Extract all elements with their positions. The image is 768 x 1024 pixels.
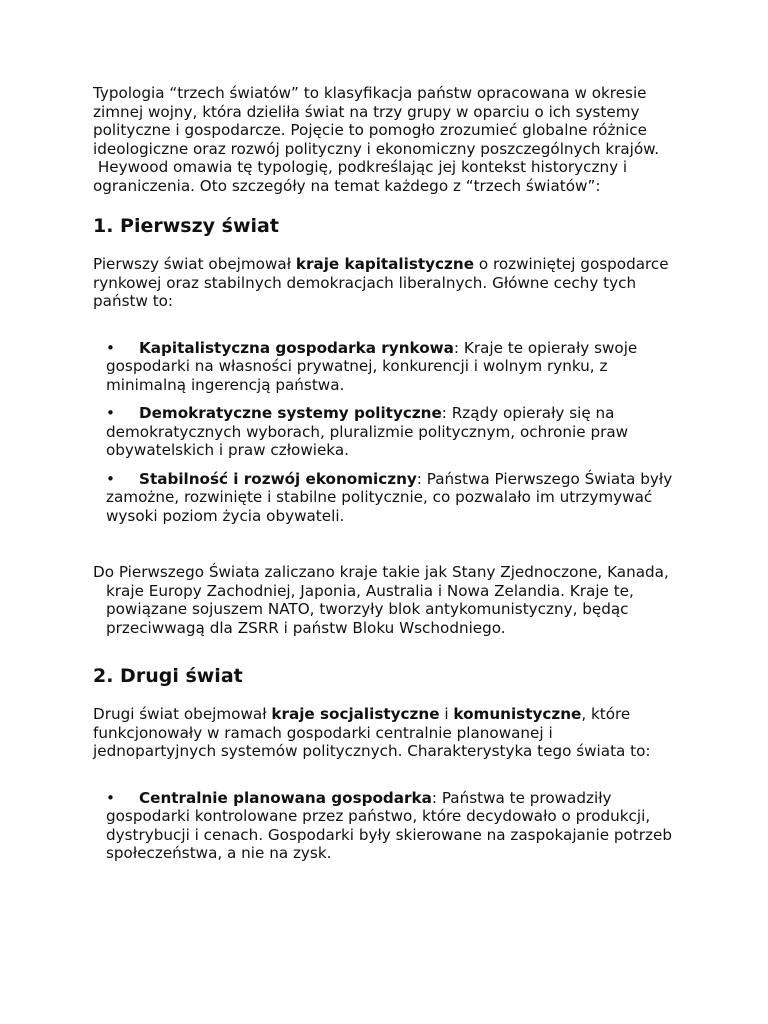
second-world-features-list [93, 789, 678, 863]
section-lead-first-world [93, 255, 678, 311]
section-lead-second-world [93, 705, 678, 761]
bullet-icon: • [106, 788, 115, 807]
item-text: : Państwa Pierwszego Świata były zamożne, rozwinięte i stabilne politycznie, co pozwalało im utrzymywać wysoki poziom życia obywateli. [106, 469, 673, 525]
lead-emphasis-communist: komunistyczne [453, 705, 582, 723]
item-title: Centralnie planowana gospodarka [139, 788, 432, 807]
lead-text-end: , które funkcjonowały w ramach gospodarki centralnie planowanej i jednopartyjnych systemów politycznych. Charakterystyka tego świata to: [93, 705, 651, 760]
first-world-features-list [93, 339, 678, 526]
item-title: Stabilność i rozwój ekonomiczny [139, 469, 417, 488]
item-title: Demokratyczne systemy polityczne [139, 404, 442, 422]
section-heading-first-world: 1. Pierwszy świat [93, 215, 279, 237]
bullet-icon: • [106, 469, 115, 488]
lead-text-mid: i [439, 705, 454, 723]
item-text: : Kraje te opierały swoje gospodarki na własności prywatnej, konkurencji i wolnym rynku, z minimalną ingerencją państwa. [106, 338, 638, 394]
lead-text: Drugi świat obejmował [93, 705, 272, 723]
document-page [93, 84, 678, 863]
item-text: : Państwa te prowadziły gospodarki kontrolowane przez państwo, które decydowało o produkcji, dystrybucji i cenach. Gospodarki były skierowane na zaspokajanie potrzeb społeczeństwa, a nie na zysk. [106, 788, 672, 862]
section-heading-second-world: 2. Drugi świat [93, 665, 243, 687]
lead-text: Pierwszy świat obejmował [93, 255, 296, 273]
intro-continued-text: Heywood omawia tę typologię, podkreślając jej kontekst historyczny i ograniczenia. Oto szczegóły na temat każdego z “trzech światów”: [93, 158, 628, 195]
bullet-icon: • [106, 338, 115, 357]
bullet-icon: • [106, 404, 115, 422]
list-item [93, 789, 678, 863]
list-item [93, 470, 678, 526]
item-text: : Rządy opierały się na demokratycznych wyborach, pluralizmie politycznym, ochronie praw obywatelskich i praw człowieka. [106, 404, 629, 459]
intro-paragraph: Typologia “trzech światów” to klasyfikacja państw opracowana w okresie zimnej wojny, która dzieliła świat na trzy grupy w oparciu o ich systemy polityczne i gospodarcze. Pojęcie to pomogło zrozumieć globalne różnice ideologiczne oraz rozwój polityczny i ekonomiczny poszczególnych krajów. [93, 84, 660, 158]
lead-emphasis-socialist: kraje socjalistyczne [271, 705, 440, 723]
intro-paragraph-continued [93, 158, 678, 195]
item-title: Kapitalistyczna gospodarka rynkowa [139, 338, 454, 357]
lead-text-end: o rozwiniętej gospodarce rynkowej oraz stabilnych demokracjach liberalnych. Główne cechy tych państw to: [93, 255, 669, 310]
first-world-closing-paragraph: Do Pierwszego Świata zaliczano kraje takie jak Stany Zjednoczone, Kanada, kraje Europy Zachodniej, Japonia, Australia i Nowa Zelandia. Kraje te, powiązane sojuszem NATO, tworzyły blok antykomunistyczny, będąc przeciwwagą dla ZSRR i państw Bloku Wschodniego. [93, 563, 669, 637]
list-item [93, 339, 678, 395]
list-item [93, 404, 678, 460]
lead-emphasis: kraje kapitalistyczne [295, 255, 474, 273]
